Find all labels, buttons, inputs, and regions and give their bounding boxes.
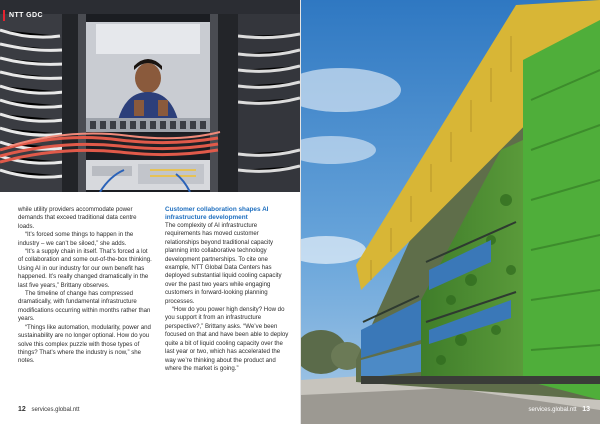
- brand-label: NTT GDC: [9, 12, 43, 19]
- paragraph: “Things like automation, modularity, power and sustainability are no longer optional. How do you solve this complex puzzle with those types of things? That’s where the industry is now,” she notes.: [18, 323, 151, 365]
- body-column-left: [18, 206, 152, 366]
- footer-url-link[interactable]: services.global.ntt: [528, 407, 577, 413]
- paragraph: while utility providers accommodate power demands that exceed traditional data centre loads.: [18, 206, 137, 230]
- right-page: [301, 0, 600, 424]
- paragraph: The timeline of change has compressed dramatically, with fundamental infrastructure modifications occurring within months rather than years.: [18, 290, 151, 323]
- paragraph: “It’s a supply chain in itself. That’s forced a lot of collaboration and some out-of-the-box thinking. Using AI in our industry for our own benefit has happened. It’s really changed dramatically in the last five years,” Brittany observes.: [18, 248, 152, 289]
- section-subheading: Customer collaboration shapes AI infrastructure development: [165, 206, 269, 221]
- green-building-photo: [301, 0, 600, 424]
- server-rack-photo: [0, 0, 300, 192]
- brand-accent-bar: [3, 10, 5, 21]
- paragraph: The complexity of AI infrastructure requirements has moved customer relationships beyond traditional capacity planning into collaborative technology development partnerships. To cite one example, NTT Global Data Centers has deployed substantial liquid cooling capacity over the past two years while engaging customers in forward-looking planning processes.: [165, 222, 282, 305]
- page-number: 13: [582, 406, 590, 413]
- footer-url-link[interactable]: services.global.ntt: [31, 407, 80, 413]
- page-number: 12: [18, 406, 26, 413]
- paragraph: “How do you power high density? How do you support it from an infrastructure perspective?,” Brittany asks. “We’ve been focused on that and have been able to deploy quite a bit of liquid cooling capacity over the last year or two, which has accelerated the way we’re thinking about the product and where the market is going.”: [165, 306, 289, 372]
- body-column-right: [165, 206, 289, 373]
- footer-left: [18, 406, 80, 413]
- paragraph: “It’s forced some things to happen in the industry – we can’t be siloed,” she adds.: [18, 231, 134, 247]
- footer-right: [529, 406, 591, 413]
